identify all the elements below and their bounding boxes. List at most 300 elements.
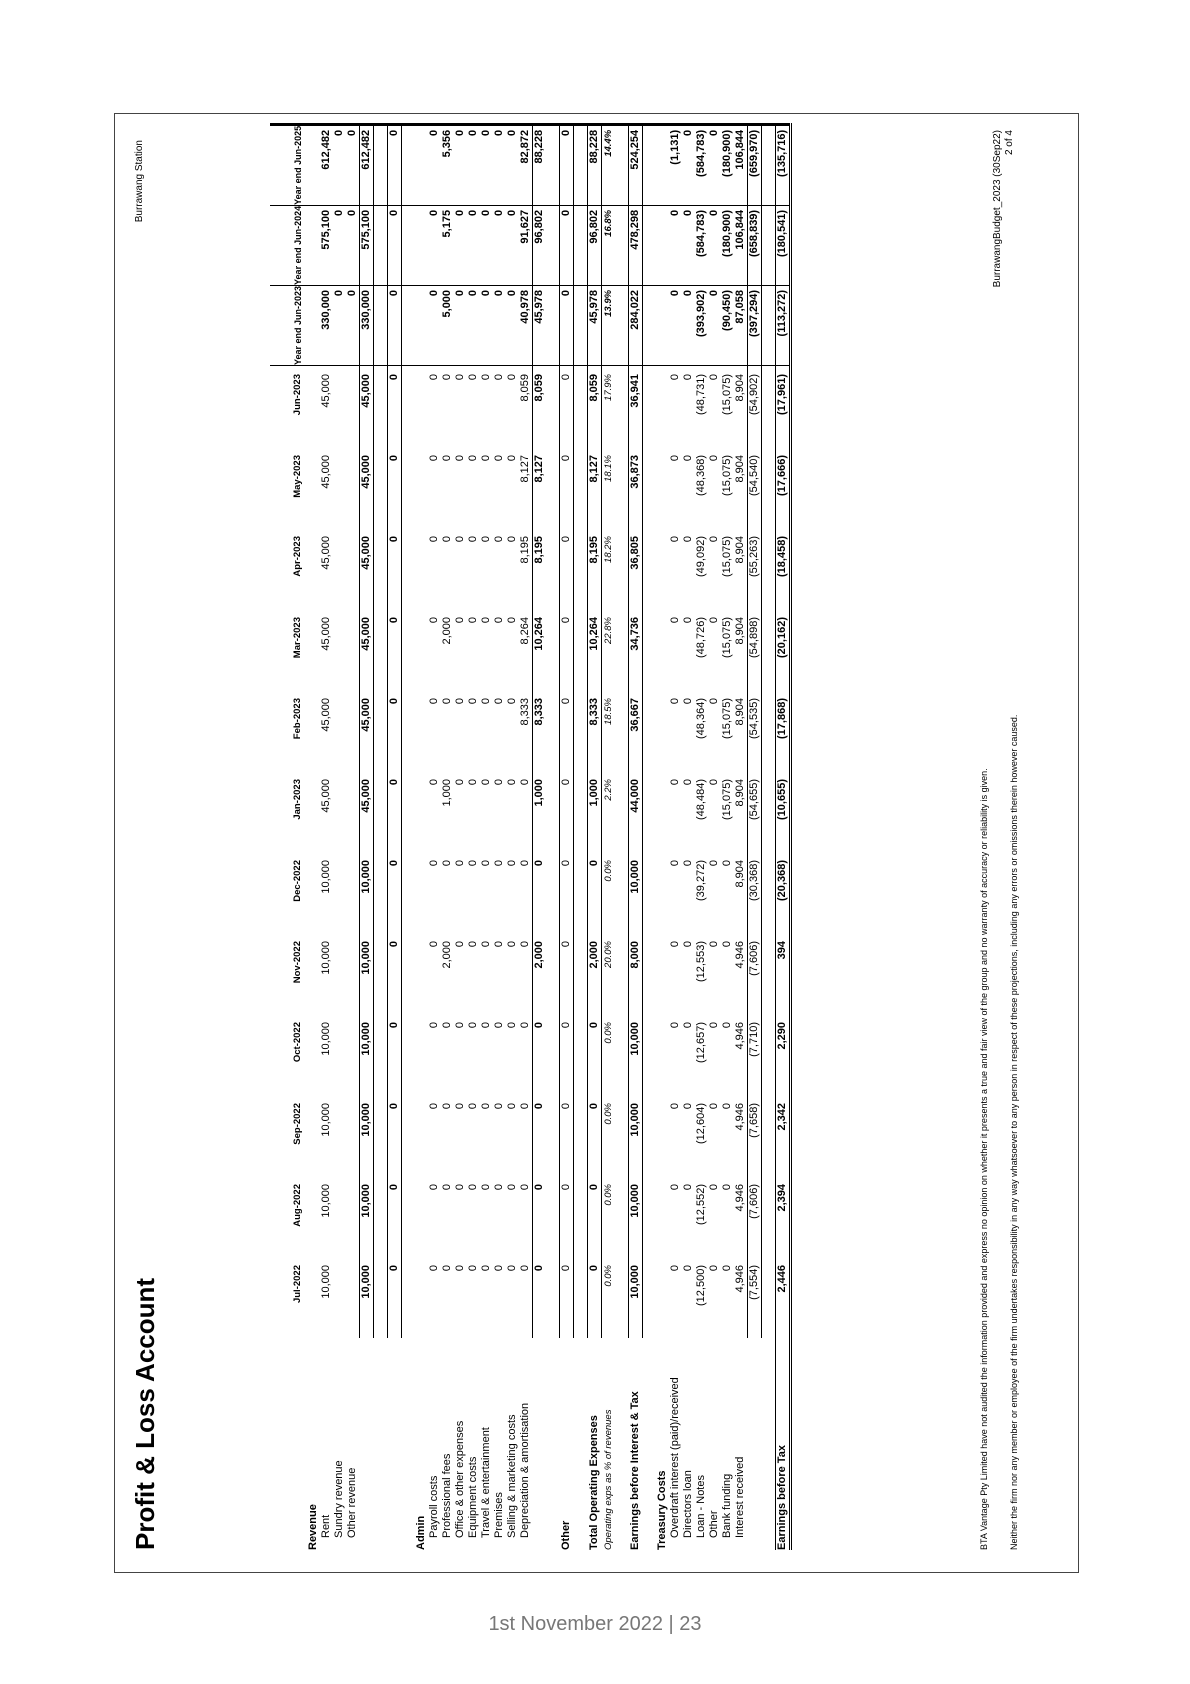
month-value: 0	[721, 1103, 733, 1110]
month-value: 0	[560, 447, 574, 528]
month-value: (15,075)	[721, 536, 733, 577]
year-value	[402, 205, 416, 285]
year-value: 88,228	[588, 124, 602, 205]
row-label: Sundry revenue	[333, 1460, 345, 1538]
month-value: 0	[560, 852, 574, 933]
month-value: (48,726)	[695, 617, 707, 658]
month-value: 0	[454, 617, 466, 624]
year-value	[656, 285, 669, 365]
row-label: Total Operating Expenses	[588, 1415, 600, 1550]
month-value	[333, 366, 346, 448]
month-value	[762, 1095, 776, 1176]
month-value	[346, 1257, 360, 1338]
month-value: 0	[560, 1095, 574, 1176]
month-value: 0	[506, 1103, 518, 1110]
year-value: (393,902)	[695, 285, 708, 365]
month-value: 0	[506, 1022, 518, 1029]
month-value: 0	[441, 1022, 453, 1029]
month-value	[346, 771, 360, 852]
month-value	[374, 366, 388, 448]
year-value: 612,482	[320, 124, 333, 205]
month-value: 0	[708, 1103, 720, 1110]
row-label: Admin	[415, 1515, 427, 1550]
year-value: (180,900)	[721, 124, 734, 205]
month-value: 0	[454, 1022, 466, 1029]
month-value: 0	[519, 1014, 533, 1095]
month-value: 45,000	[320, 617, 332, 651]
month-value: 0	[388, 933, 402, 1014]
month-value: 8,127	[533, 455, 545, 483]
row-label	[402, 1338, 416, 1550]
year-value	[615, 285, 629, 365]
month-value: (7,658)	[748, 1095, 762, 1176]
month-value	[307, 1095, 320, 1176]
month-value	[574, 933, 588, 1014]
row-label: Office & other expenses	[454, 1420, 466, 1538]
month-value	[374, 1257, 388, 1338]
month-value	[574, 528, 588, 609]
year-value	[402, 124, 416, 205]
year-value: 0	[506, 124, 519, 205]
month-value	[307, 447, 320, 528]
month-header: Jan-2023	[292, 779, 303, 820]
month-value	[307, 528, 320, 609]
month-value: 0	[533, 1022, 545, 1029]
month-value	[346, 690, 360, 771]
month-value: 0	[480, 1022, 492, 1029]
year-value	[574, 124, 588, 205]
month-value	[402, 366, 416, 448]
row-label: Earnings before Tax	[776, 1338, 791, 1550]
month-value: 0	[588, 1014, 602, 1095]
month-value: 0	[533, 1265, 545, 1272]
month-value	[346, 1014, 360, 1095]
month-value: 45,000	[320, 374, 332, 408]
month-value: 0	[682, 536, 694, 543]
row-label: Professional fees	[441, 1453, 453, 1538]
month-value: 0	[441, 455, 453, 462]
month-value: 0	[506, 374, 518, 381]
month-value: (30,368)	[748, 852, 762, 933]
year-value	[615, 205, 629, 285]
month-value	[402, 1257, 416, 1338]
month-value	[402, 1095, 416, 1176]
month-value	[615, 771, 629, 852]
rotated-report	[122, 120, 1062, 1560]
month-value	[574, 447, 588, 528]
month-value: 0	[493, 1184, 505, 1191]
month-value	[402, 690, 416, 771]
month-value: 0	[682, 374, 694, 381]
year-value: 0	[388, 285, 402, 365]
month-value: 0	[708, 617, 720, 624]
month-value: (48,368)	[695, 455, 707, 496]
month-value	[374, 1176, 388, 1257]
month-value: 0	[721, 941, 733, 948]
month-value: 10,000	[360, 1257, 374, 1338]
month-value: 0	[519, 1176, 533, 1257]
month-value	[546, 1095, 560, 1176]
month-value	[374, 1014, 388, 1095]
month-value	[307, 690, 320, 771]
year-value: 284,022	[629, 285, 643, 365]
year-value	[546, 124, 560, 205]
month-value: 0	[441, 1184, 453, 1191]
year-value: 106,844	[734, 205, 748, 285]
month-value	[402, 933, 416, 1014]
month-value: 0	[560, 771, 574, 852]
month-value	[574, 366, 588, 448]
month-value: 0	[467, 698, 479, 705]
month-value	[374, 933, 388, 1014]
row-label: Interest received	[734, 1456, 747, 1538]
month-value: 8,000	[629, 933, 643, 1014]
month-value: 2,000	[588, 933, 602, 1014]
year-value: 91,627	[519, 205, 533, 285]
month-value	[415, 1014, 428, 1095]
month-value: 0	[454, 860, 466, 867]
month-header: Jul-2022	[292, 1265, 303, 1304]
month-value: 0	[506, 1184, 518, 1191]
month-value: 0	[533, 1184, 545, 1191]
year-value	[762, 124, 776, 205]
row-label	[748, 1338, 762, 1550]
month-value	[333, 771, 346, 852]
month-value: (48,484)	[695, 779, 707, 820]
table-row	[533, 124, 547, 1550]
month-value	[643, 690, 657, 771]
year-value: 524,254	[629, 124, 643, 205]
month-value: 0	[682, 1184, 694, 1191]
month-value: 36,873	[629, 447, 643, 528]
month-value: 0	[493, 455, 505, 462]
month-value: 0	[467, 536, 479, 543]
month-value: 0	[454, 1184, 466, 1191]
month-value: (15,075)	[721, 617, 733, 658]
month-value: 2,000	[441, 941, 453, 969]
month-value: 45,000	[360, 528, 374, 609]
month-value: 0	[493, 536, 505, 543]
row-label: Revenue	[307, 1504, 319, 1550]
year-value: 0	[346, 124, 360, 205]
year-value	[643, 124, 657, 205]
month-value: 10,000	[320, 941, 332, 975]
month-value: 0	[669, 1022, 681, 1029]
month-value: 0	[480, 860, 492, 867]
month-value	[643, 528, 657, 609]
month-value: 0	[708, 1022, 720, 1029]
table-row	[388, 124, 402, 1550]
month-value: 10,000	[360, 1176, 374, 1257]
month-value: 0	[708, 374, 720, 381]
table-row	[307, 124, 320, 1550]
year-value	[546, 205, 560, 285]
month-value: 0	[428, 617, 440, 624]
month-value: 1,000	[441, 779, 453, 807]
file-reference	[992, 130, 1016, 330]
month-value: (20,162)	[776, 609, 791, 690]
month-value: (15,075)	[721, 455, 733, 496]
month-value: 0	[669, 536, 681, 543]
month-value	[307, 1014, 320, 1095]
label-header	[270, 1338, 307, 1550]
month-value	[762, 1014, 776, 1095]
year-value: 0	[454, 205, 467, 285]
year-value: 5,356	[441, 124, 454, 205]
month-value: (12,604)	[695, 1103, 707, 1144]
year-value: 575,100	[320, 205, 333, 285]
year-value: 0	[467, 285, 480, 365]
month-value: 0	[493, 617, 505, 624]
month-value	[307, 1257, 320, 1338]
month-value	[656, 690, 669, 771]
month-value: 10,264	[533, 617, 545, 651]
month-value	[415, 1176, 428, 1257]
month-value: 8,333	[519, 690, 533, 771]
month-value: 0	[506, 455, 518, 462]
month-value	[615, 609, 629, 690]
year-header: Year end Jun-2025	[270, 124, 307, 205]
year-value: 0	[346, 205, 360, 285]
month-value: 0	[428, 698, 440, 705]
month-value	[574, 1257, 588, 1338]
month-value: 45,000	[320, 536, 332, 570]
month-value: (49,092)	[695, 536, 707, 577]
month-value: 0.0%	[603, 860, 614, 882]
month-value: 0	[533, 860, 545, 867]
month-value: (7,554)	[748, 1257, 762, 1338]
month-value: 0	[519, 1257, 533, 1338]
month-value	[307, 366, 320, 448]
month-value	[333, 528, 346, 609]
month-value: 18.5%	[603, 698, 614, 725]
month-value	[762, 609, 776, 690]
month-value	[643, 447, 657, 528]
month-value: 0	[721, 1022, 733, 1029]
month-value: 8,195	[533, 536, 545, 564]
month-value: 0	[428, 1022, 440, 1029]
year-value: 0	[669, 205, 682, 285]
month-value: 0	[708, 779, 720, 786]
month-value	[643, 1095, 657, 1176]
month-value: (12,500)	[695, 1265, 707, 1306]
month-value: 4,946	[734, 1257, 748, 1338]
month-value	[346, 933, 360, 1014]
page-count: 2 of 4	[1004, 130, 1015, 156]
year-value: 106,844	[734, 124, 748, 205]
year-value: 0	[493, 285, 506, 365]
month-value: 0	[533, 1103, 545, 1110]
month-value: (7,606)	[748, 933, 762, 1014]
month-value	[574, 690, 588, 771]
year-value: 40,978	[519, 285, 533, 365]
month-value	[415, 528, 428, 609]
month-value: 0	[454, 698, 466, 705]
year-value: 0	[333, 124, 346, 205]
year-value: 0	[480, 124, 493, 205]
month-value	[656, 609, 669, 690]
row-label	[643, 1338, 657, 1550]
month-value: 0	[560, 933, 574, 1014]
year-value	[643, 285, 657, 365]
year-value: (90,450)	[721, 285, 734, 365]
year-value: 96,802	[588, 205, 602, 285]
month-value: 8,059	[533, 374, 545, 402]
month-value	[643, 771, 657, 852]
year-value: 0	[467, 124, 480, 205]
month-value: 36,941	[629, 366, 643, 448]
disclaimer-responsibility: Neither the firm nor any member or employee of the firm undertakes responsibility in any way whatsoever to any person in respect of these projections, including any errors or omissions therein however caused.	[1009, 714, 1019, 1550]
month-value	[643, 1257, 657, 1338]
month-value	[333, 1014, 346, 1095]
month-value: (12,552)	[695, 1184, 707, 1225]
year-value: 612,482	[360, 124, 374, 205]
page-title: Profit & Loss Account	[130, 1277, 160, 1550]
month-value: 0	[682, 1022, 694, 1029]
month-value: 4,946	[734, 1176, 748, 1257]
month-value	[333, 933, 346, 1014]
month-value: 0	[493, 1022, 505, 1029]
month-value: 0	[669, 617, 681, 624]
month-value: 0	[669, 779, 681, 786]
table-row	[346, 124, 360, 1550]
month-value	[402, 528, 416, 609]
year-value: 13.9%	[602, 285, 616, 365]
month-value: 0	[480, 455, 492, 462]
month-value: 0	[441, 860, 453, 867]
month-value: 1,000	[533, 779, 545, 807]
month-value	[374, 690, 388, 771]
year-value	[656, 124, 669, 205]
month-value: 0	[467, 941, 479, 948]
year-value: 0	[708, 285, 721, 365]
month-value	[574, 852, 588, 933]
month-value: 0	[428, 536, 440, 543]
month-value: 2,000	[533, 941, 545, 969]
month-value: 0	[682, 1265, 694, 1272]
month-header: Apr-2023	[292, 536, 303, 577]
month-value: (54,540)	[748, 447, 762, 528]
month-value: 0	[467, 1103, 479, 1110]
month-value: 0	[441, 698, 453, 705]
year-value	[415, 285, 428, 365]
month-value	[346, 852, 360, 933]
month-value: 0	[441, 1103, 453, 1110]
month-value: 0	[441, 1265, 453, 1272]
month-value: 10,000	[629, 1014, 643, 1095]
month-value: 1,000	[588, 771, 602, 852]
month-value: 18.2%	[603, 536, 614, 563]
row-label	[533, 1338, 547, 1550]
month-value: 45,000	[360, 771, 374, 852]
month-value	[374, 609, 388, 690]
month-value: 0	[467, 455, 479, 462]
month-value	[656, 1257, 669, 1338]
month-value: 8,333	[533, 698, 545, 726]
month-value: 0	[682, 779, 694, 786]
month-value	[415, 366, 428, 448]
month-value: 8,127	[519, 447, 533, 528]
year-value: 0	[346, 285, 360, 365]
month-value: 0	[480, 941, 492, 948]
month-header: Mar-2023	[292, 617, 303, 659]
month-value	[762, 933, 776, 1014]
month-value: 0	[388, 852, 402, 933]
table-row	[695, 124, 708, 1550]
year-value: 14.4%	[602, 124, 616, 205]
month-value	[615, 1014, 629, 1095]
month-value: 0	[560, 528, 574, 609]
profit-loss-table	[270, 123, 792, 1550]
row-label	[360, 1338, 374, 1550]
month-value	[656, 1014, 669, 1095]
month-value: 2,446	[776, 1257, 791, 1338]
month-value: (18,458)	[776, 528, 791, 609]
year-value	[615, 124, 629, 205]
month-value: 10,000	[360, 1014, 374, 1095]
month-value	[615, 933, 629, 1014]
month-value	[574, 609, 588, 690]
month-value: 0	[493, 1103, 505, 1110]
month-value	[415, 933, 428, 1014]
month-value	[643, 366, 657, 448]
year-value: 45,978	[533, 285, 547, 365]
month-value: 8,904	[734, 771, 748, 852]
month-value	[656, 852, 669, 933]
row-label	[374, 1338, 388, 1550]
month-value	[346, 366, 360, 448]
month-value: 0	[506, 1265, 518, 1272]
table-row	[588, 124, 602, 1550]
company-name: Burrawang Station	[134, 140, 145, 223]
month-value: (15,075)	[721, 698, 733, 739]
year-value: (1,131)	[669, 124, 682, 205]
month-value: 10,000	[360, 933, 374, 1014]
month-value: 0	[708, 1265, 720, 1272]
year-value: 0	[454, 124, 467, 205]
file-name: BurrawangBudget_2023 (30Sep22)	[992, 130, 1003, 288]
month-value	[415, 609, 428, 690]
month-value: 0	[467, 1022, 479, 1029]
year-value: 82,872	[519, 124, 533, 205]
month-value: 0	[454, 374, 466, 381]
year-value: (584,783)	[695, 124, 708, 205]
year-value: (180,541)	[776, 205, 791, 285]
row-label: Premises	[493, 1492, 505, 1538]
row-label: Treasury Costs	[656, 1470, 668, 1550]
month-value: 0	[388, 1095, 402, 1176]
disclaimer-audit: BTA Vantage Pty Limited have not audited the information provided and express no opinion on whether it presents a true and fair view of the group and no warranty of accuracy or reliability is given.	[979, 768, 989, 1550]
month-value: 0	[669, 1265, 681, 1272]
year-value: 0	[454, 285, 467, 365]
month-value: 8,059	[519, 366, 533, 448]
month-value: 0	[708, 536, 720, 543]
year-value: 0	[333, 205, 346, 285]
month-value: 8,904	[734, 528, 748, 609]
year-value: 0	[428, 205, 441, 285]
year-value: 0	[428, 124, 441, 205]
month-value	[374, 1095, 388, 1176]
month-value: 0	[467, 1184, 479, 1191]
month-value: 0	[669, 374, 681, 381]
year-value: 88,228	[533, 124, 547, 205]
month-value	[546, 1014, 560, 1095]
month-value: (54,902)	[748, 366, 762, 448]
month-value: 0	[682, 617, 694, 624]
month-value: 0	[560, 366, 574, 448]
table-row	[629, 124, 643, 1550]
month-value: 0	[506, 617, 518, 624]
